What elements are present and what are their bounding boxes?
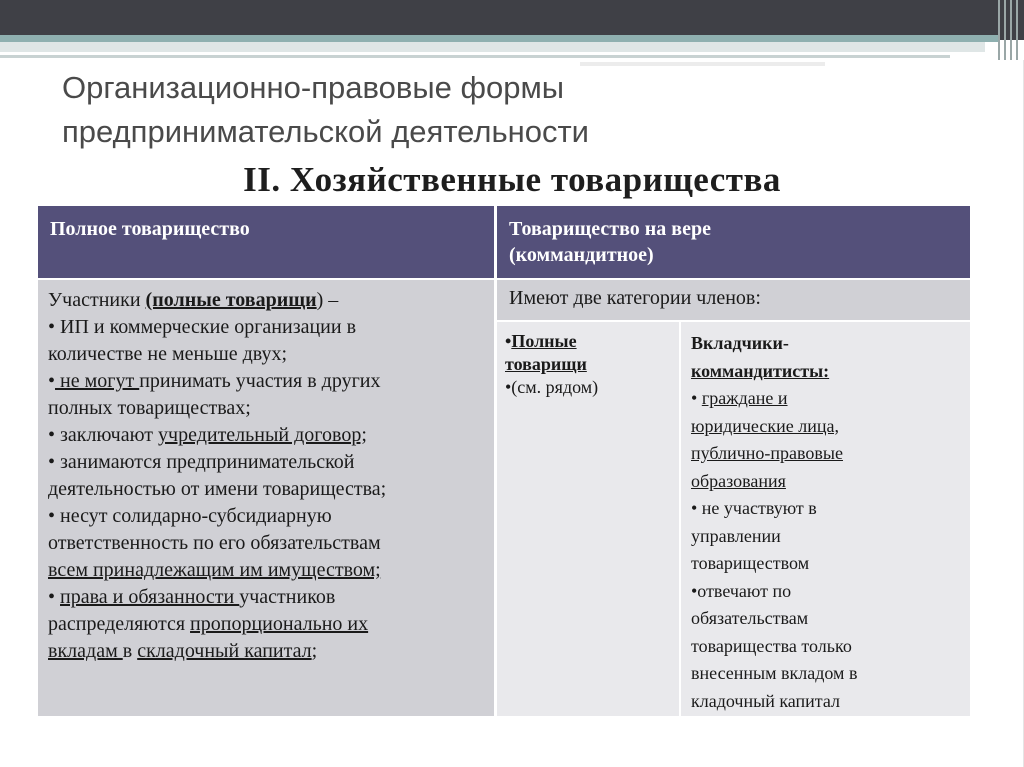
text-line: товарищи bbox=[505, 354, 587, 374]
text-line: деятельностью от имени товарищества; bbox=[48, 478, 387, 500]
full-partnership-description bbox=[38, 280, 494, 716]
text-line: всем принадлежащим им имуществом; bbox=[48, 559, 381, 581]
text-line: • несут солидарно-субсидиарную bbox=[48, 505, 332, 527]
limited-partners-cell bbox=[681, 322, 970, 716]
text-line: кладочный капитал bbox=[691, 690, 841, 711]
header-line: (коммандитное) bbox=[509, 244, 654, 266]
general-partners-cell bbox=[497, 322, 679, 716]
text-line: вкладам в складочный капитал; bbox=[48, 640, 318, 662]
text-line: внесенным вкладом в bbox=[691, 663, 858, 683]
text-line: • права и обязанности участников bbox=[48, 586, 336, 608]
header-line: Товарищество на вере bbox=[509, 218, 711, 240]
text-line: • не могут принимать участия в других bbox=[48, 370, 381, 392]
text-line: коммандитисты: bbox=[691, 360, 830, 381]
text-line: • граждане и bbox=[691, 388, 788, 408]
header-limited-partnership bbox=[497, 206, 970, 278]
text-line: управлении bbox=[691, 525, 781, 546]
member-categories-caption: Имеют две категории членов: bbox=[497, 280, 970, 320]
corner-bars bbox=[996, 0, 1024, 60]
text-line: Участники (полные товарищи) – bbox=[48, 289, 339, 311]
text-line: обязательствам bbox=[691, 608, 809, 628]
top-bar bbox=[0, 0, 1024, 40]
text-line: распределяются пропорционально их bbox=[48, 613, 369, 635]
text-line: • занимаются предпринимательской bbox=[48, 451, 355, 473]
text-line: Вкладчики- bbox=[691, 333, 789, 353]
text-line: • заключают учредительный договор; bbox=[48, 424, 367, 446]
top-stripe bbox=[0, 42, 985, 52]
text-line: •отвечают по bbox=[691, 580, 792, 601]
text-line: образования bbox=[691, 470, 786, 491]
header-full-partnership: Полное товарищество bbox=[38, 206, 494, 278]
text-line: юридические лица, bbox=[691, 415, 839, 436]
text-line: полных товариществах; bbox=[48, 397, 251, 419]
text-line: ответственность по его обязательствам bbox=[48, 532, 381, 554]
slide-subtitle: II. Хозяйственные товарищества bbox=[243, 160, 781, 199]
text-line: товарищества только bbox=[691, 635, 852, 656]
title-line: Организационно-правовые формы bbox=[62, 70, 565, 105]
text-line: публично-правовые bbox=[691, 443, 843, 463]
comparison-table bbox=[38, 206, 970, 716]
text-line: товариществом bbox=[691, 553, 810, 573]
title-line: предпринимательской деятельности bbox=[62, 114, 589, 149]
text-line: • не участвуют в bbox=[691, 498, 817, 518]
text-line: количестве не меньше двух; bbox=[48, 343, 288, 365]
top-stripe bbox=[0, 55, 950, 58]
text-line: •(см. рядом) bbox=[505, 377, 599, 397]
text-line: • ИП и коммерческие организации в bbox=[48, 316, 357, 338]
text-line: •Полные bbox=[505, 331, 577, 351]
top-stripe bbox=[0, 35, 1000, 42]
slide-title bbox=[62, 66, 882, 154]
